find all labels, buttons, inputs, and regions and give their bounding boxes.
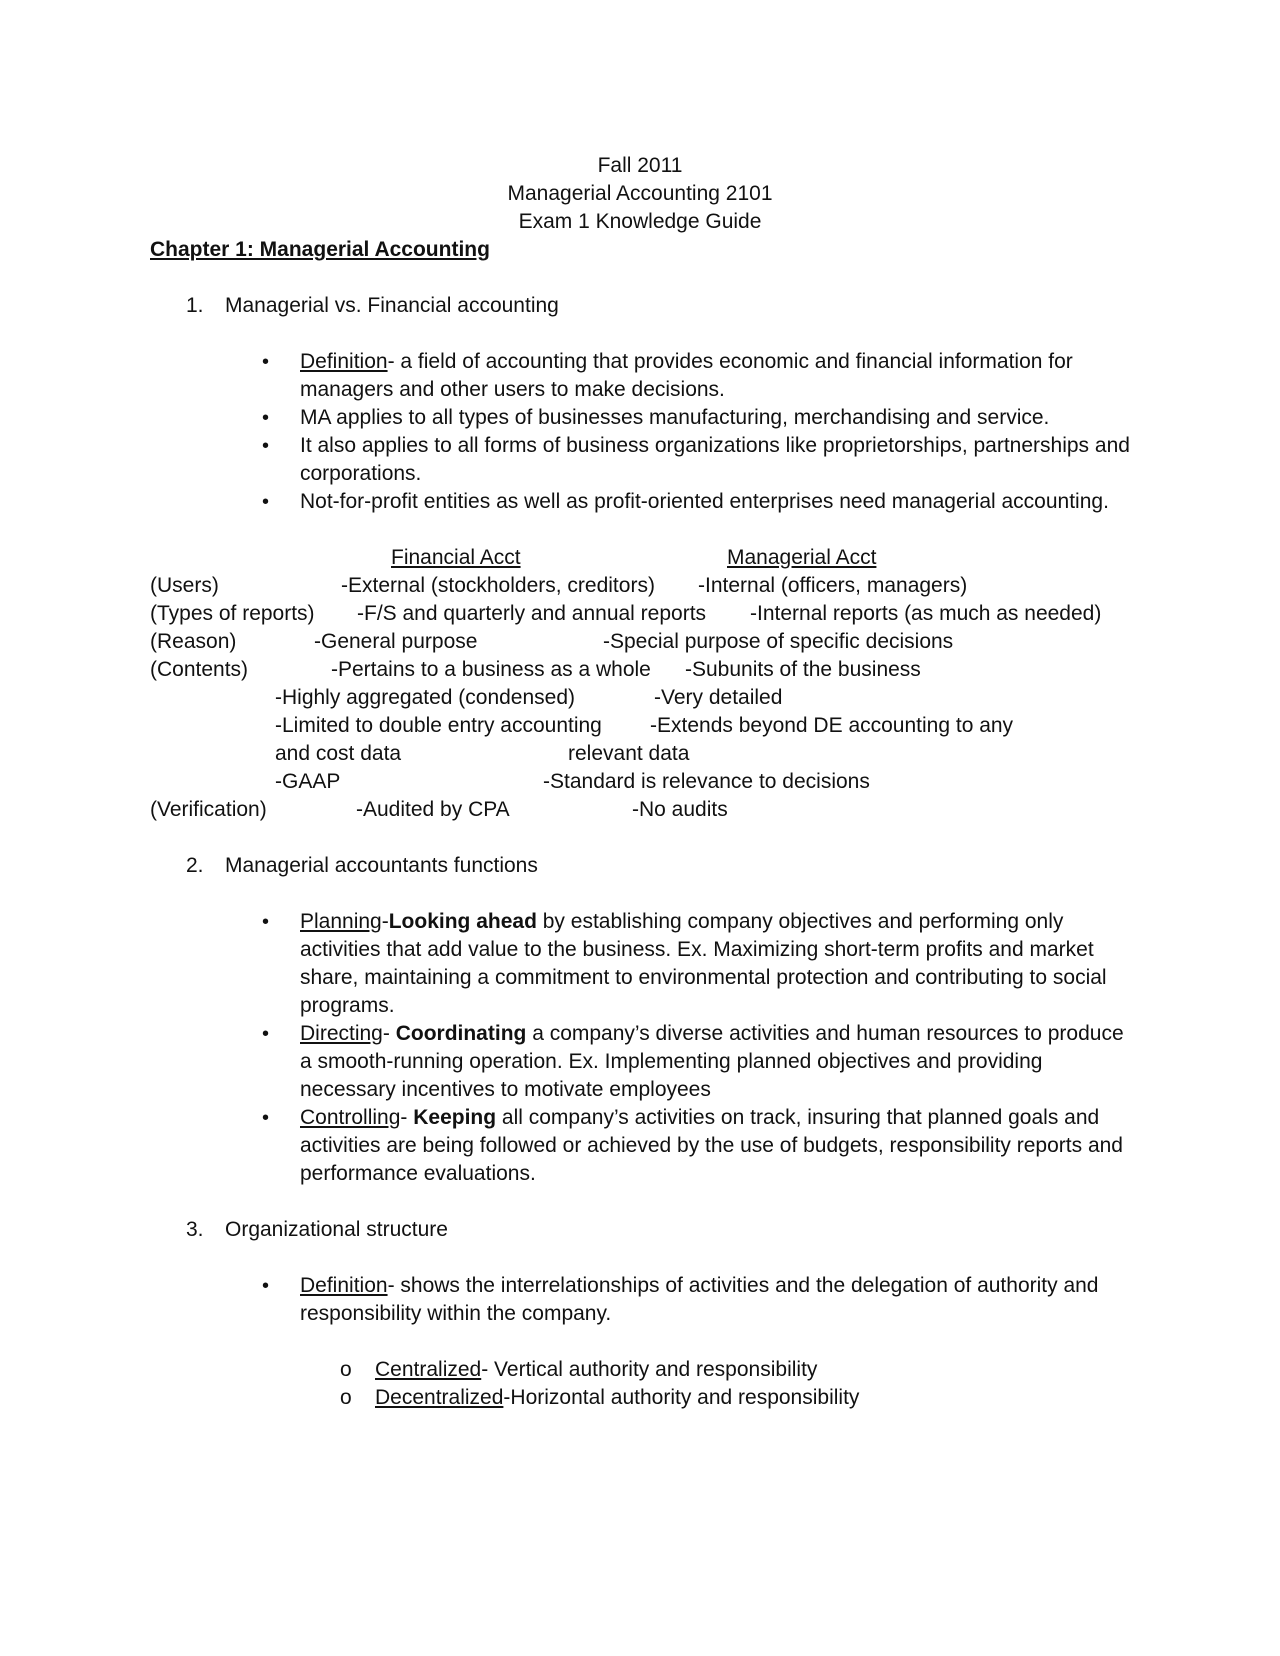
financial-cell: and cost data (275, 742, 402, 765)
document-course: Managerial Accounting 2101 (507, 182, 773, 205)
term-definition: - a field of accounting that provides economic and financial information for managers and other users to make decisions. (300, 350, 1073, 401)
term-separator: - (381, 910, 389, 933)
sub-bullet-text (375, 1356, 817, 1384)
row-label: (Reason) (150, 630, 237, 653)
sub-bullet-marker: o (340, 1386, 352, 1409)
term-description: -Horizontal authority and responsibility (503, 1386, 860, 1409)
section-number: 2. (186, 854, 204, 877)
row-label: (Verification) (150, 798, 267, 821)
financial-cell: -Limited to double entry accounting (275, 714, 602, 737)
managerial-cell: -Internal (officers, managers) (698, 574, 968, 597)
bullet-marker: • (262, 491, 270, 513)
section-title: Managerial accountants functions (225, 854, 538, 877)
term-label: Planning (300, 910, 382, 933)
term-label: Definition (300, 350, 388, 373)
financial-cell: -General purpose (314, 630, 478, 653)
financial-cell: -Pertains to a business as a whole (331, 658, 651, 681)
section-number: 1. (186, 294, 204, 317)
managerial-acct-header: Managerial Acct (727, 546, 877, 569)
bullet-text (300, 348, 1130, 404)
financial-cell: -Audited by CPA (356, 798, 510, 821)
bullet-marker: • (262, 435, 270, 457)
term-emphasis: Looking ahead (388, 910, 537, 933)
bullet-text: It also applies to all forms of business organizations like proprietorships, partnerships and corporations. (300, 434, 1130, 485)
bullet-text: MA applies to all types of businesses manufacturing, merchandising and service. (300, 406, 1050, 429)
term-emphasis: Coordinating (395, 1022, 527, 1045)
chapter-title: Chapter 1: Managerial Accounting (150, 238, 490, 261)
financial-acct-header: Financial Acct (391, 546, 521, 569)
term-label: Controlling (300, 1106, 401, 1129)
bullet-marker: • (262, 1107, 270, 1129)
term-emphasis: Keeping (413, 1106, 497, 1129)
bullet-marker: • (262, 351, 270, 373)
bullet-marker: • (262, 1275, 270, 1297)
term-separator: - (382, 1022, 396, 1045)
bullet-text (300, 1104, 1130, 1188)
managerial-cell: relevant data (568, 742, 690, 765)
document-guide-title: Exam 1 Knowledge Guide (518, 210, 762, 233)
term-description: a company’s diverse activities and human resources to produce a smooth-running operation. Ex. Implementing planned objectives and providing necessary incentives to motivate employees (300, 1022, 1124, 1101)
term-description: all company’s activities on track, insuring that planned goals and activities are being followed or achieved by the use of budgets, responsibility reports and performance evaluations. (300, 1106, 1123, 1185)
term-label: Definition (300, 1274, 388, 1297)
term-label: Centralized (375, 1358, 482, 1381)
bullet-marker: • (262, 407, 270, 429)
term-separator: - (400, 1106, 414, 1129)
financial-cell: -F/S and quarterly and annual reports (357, 602, 707, 625)
row-label: (Contents) (150, 658, 249, 681)
section-title: Organizational structure (225, 1218, 448, 1241)
managerial-cell: -Standard is relevance to decisions (543, 770, 870, 793)
bullet-marker: • (262, 1023, 270, 1045)
bullet-marker: • (262, 911, 270, 933)
financial-cell: -GAAP (275, 770, 341, 793)
term-description: by establishing company objectives and performing only activities that add value to the business. Ex. Maximizing short-term profits and market share, maintaining a commitment to environmental protection and contributing to social programs. (300, 910, 1107, 1017)
term-label: Decentralized (375, 1386, 504, 1409)
term-description: - Vertical authority and responsibility (481, 1358, 818, 1381)
financial-cell: -Highly aggregated (condensed) (275, 686, 576, 709)
managerial-cell: -Special purpose of specific decisions (603, 630, 954, 653)
term-definition: - shows the interrelationships of activities and the delegation of authority and responsibility within the company. (300, 1274, 1099, 1325)
section-number: 3. (186, 1218, 204, 1241)
managerial-cell: -No audits (632, 798, 728, 821)
bullet-text: Not-for-profit entities as well as profit-oriented enterprises need managerial accounting. (300, 490, 1109, 513)
managerial-cell: -Extends beyond DE accounting to any (650, 714, 1014, 737)
term-label: Directing (300, 1022, 383, 1045)
financial-cell: -External (stockholders, creditors) (341, 574, 655, 597)
managerial-cell: -Very detailed (654, 686, 783, 709)
document-term: Fall 2011 (597, 154, 683, 177)
sub-bullet-marker: o (340, 1358, 352, 1381)
managerial-cell: -Subunits of the business (685, 658, 921, 681)
section-title: Managerial vs. Financial accounting (225, 294, 559, 317)
bullet-text (300, 908, 1130, 1020)
bullet-text (300, 1020, 1130, 1104)
sub-bullet-text (375, 1384, 859, 1412)
row-label: (Users) (150, 574, 219, 597)
managerial-cell: -Internal reports (as much as needed) (750, 602, 1102, 625)
row-label: (Types of reports) (150, 602, 315, 625)
bullet-text (300, 1272, 1130, 1328)
